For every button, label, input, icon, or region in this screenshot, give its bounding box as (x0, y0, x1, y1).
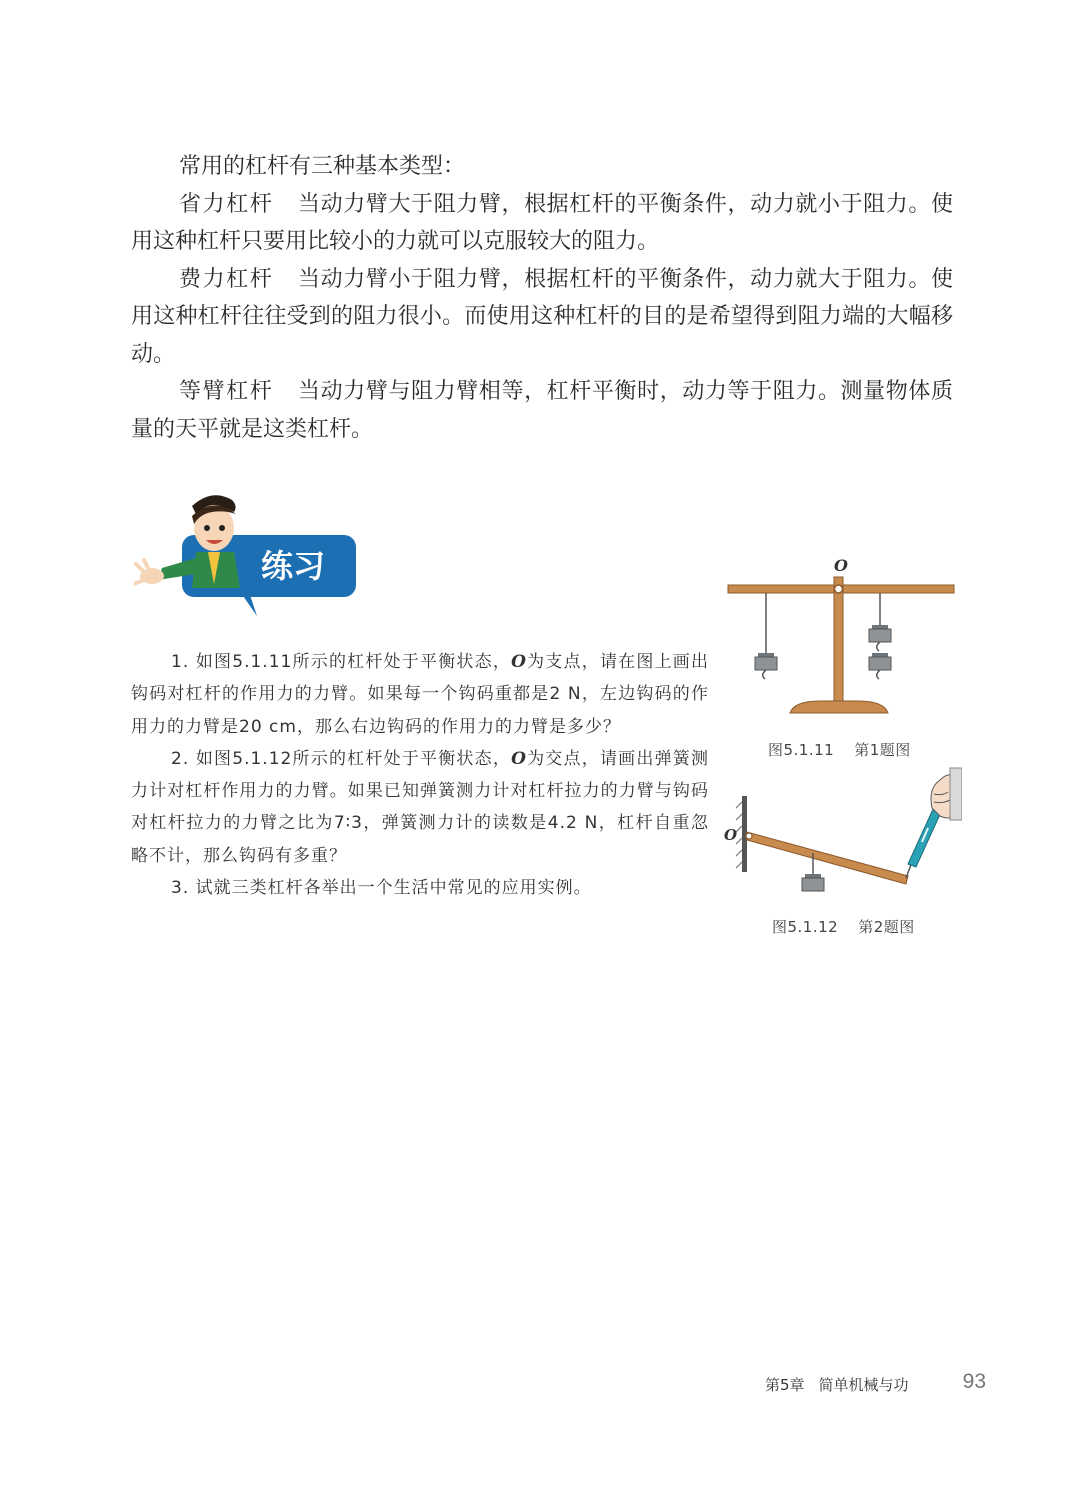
hand-icon (931, 768, 962, 820)
figure-5-1-12-caption (772, 916, 915, 937)
exercise-2-text-a: 2. 如图5.1.12所示的杠杆处于平衡状态， (171, 748, 512, 769)
chapter-number: 第5章 (765, 1376, 805, 1394)
spring-scale-lever-diagram (722, 766, 962, 906)
figure-2-number: 图5.1.12 (772, 918, 839, 936)
exercise-2-pivot: O (511, 748, 527, 769)
chapter-label (765, 1374, 909, 1395)
tilted-lever (747, 832, 908, 884)
chapter-title: 简单机械与功 (818, 1376, 909, 1394)
lever-stand (834, 577, 843, 707)
page-number: 93 (962, 1370, 986, 1393)
paragraph-force-saving-lever (131, 186, 953, 261)
practice-badge-illustration (134, 488, 364, 628)
pivot-point (835, 585, 843, 593)
term-equal-arm-lever: 等臂杠杆 (179, 379, 274, 404)
exercise-item-3: 3. 试就三类杠杆各举出一个生活中常见的应用实例。 (171, 878, 592, 899)
figure-2-pivot-label: O (724, 826, 738, 844)
spring-scale-icon (906, 807, 942, 878)
body-text (131, 148, 953, 448)
page-footer (700, 1370, 990, 1400)
left-weight-icon (755, 593, 777, 679)
intro-paragraph: 常用的杠杆有三种基本类型： (179, 154, 466, 179)
figure-5-1-12 (722, 766, 962, 906)
term-force-saving-lever: 省力杠杆 (179, 191, 274, 217)
figure-5-1-11-caption (768, 739, 911, 760)
lever-base (790, 701, 888, 713)
term-force-wasting-lever: 费力杠杆 (179, 266, 274, 292)
text-equal-arm-lever: 当动力臂与阻力臂相等，杠杆平衡时，动力等于阻力。测量物体质量的天平就是这类杠杆。 (131, 379, 953, 442)
paragraph-equal-arm-lever (131, 373, 953, 448)
balanced-lever-diagram (722, 555, 962, 725)
text-force-wasting-lever: 当动力臂小于阻力臂，根据杠杆的平衡条件，动力就大于阻力。使用这种杠杆往往受到的阻力很小。而使用这种杠杆的目的是希望得到阻力端的大幅移动。 (131, 266, 953, 367)
exercise-1-text-b: 为支点，请在图上画出钩码对杠杆的作用力的力臂。如果每一个钩码重都是2 N，左边钩码的作用力的力臂是20 cm，那么右边钩码的作用力的力臂是多少？ (131, 652, 709, 737)
exercise-item-2 (131, 743, 709, 872)
figure-5-1-11 (722, 555, 962, 725)
figure-2-caption-text: 第2题图 (858, 918, 915, 936)
paragraph-force-wasting-lever (131, 261, 953, 374)
exercise-item-1 (131, 646, 709, 743)
exercise-1-text-a: 1. 如图5.1.11所示的杠杆处于平衡状态， (171, 652, 512, 672)
wall-pivot (746, 833, 752, 839)
text-force-saving-lever: 当动力臂大于阻力臂，根据杠杆的平衡条件，动力就小于阻力。使用这种杠杆只要用比较小的力就可以克服较大的阻力。 (131, 191, 953, 254)
right-weights-icon (869, 593, 891, 679)
exercise-2-text-b: 为交点，请画出弹簧测力计对杠杆作用力的力臂。如果已知弹簧测力计对杠杆拉力的力臂与钩码对杠杆拉力的力臂之比为7∶3，弹簧测力计的读数是4.2 N，杠杆自重忽略不计，那么钩码有多重？ (131, 748, 709, 866)
exercise-list (131, 646, 709, 904)
figure-1-caption-text: 第1题图 (854, 741, 911, 759)
practice-badge-label: 练习 (261, 547, 326, 585)
figure-1-pivot-label: O (834, 556, 848, 575)
figure-1-number: 图5.1.11 (768, 741, 835, 759)
practice-header (134, 488, 364, 628)
exercise-1-pivot: O (511, 652, 527, 672)
